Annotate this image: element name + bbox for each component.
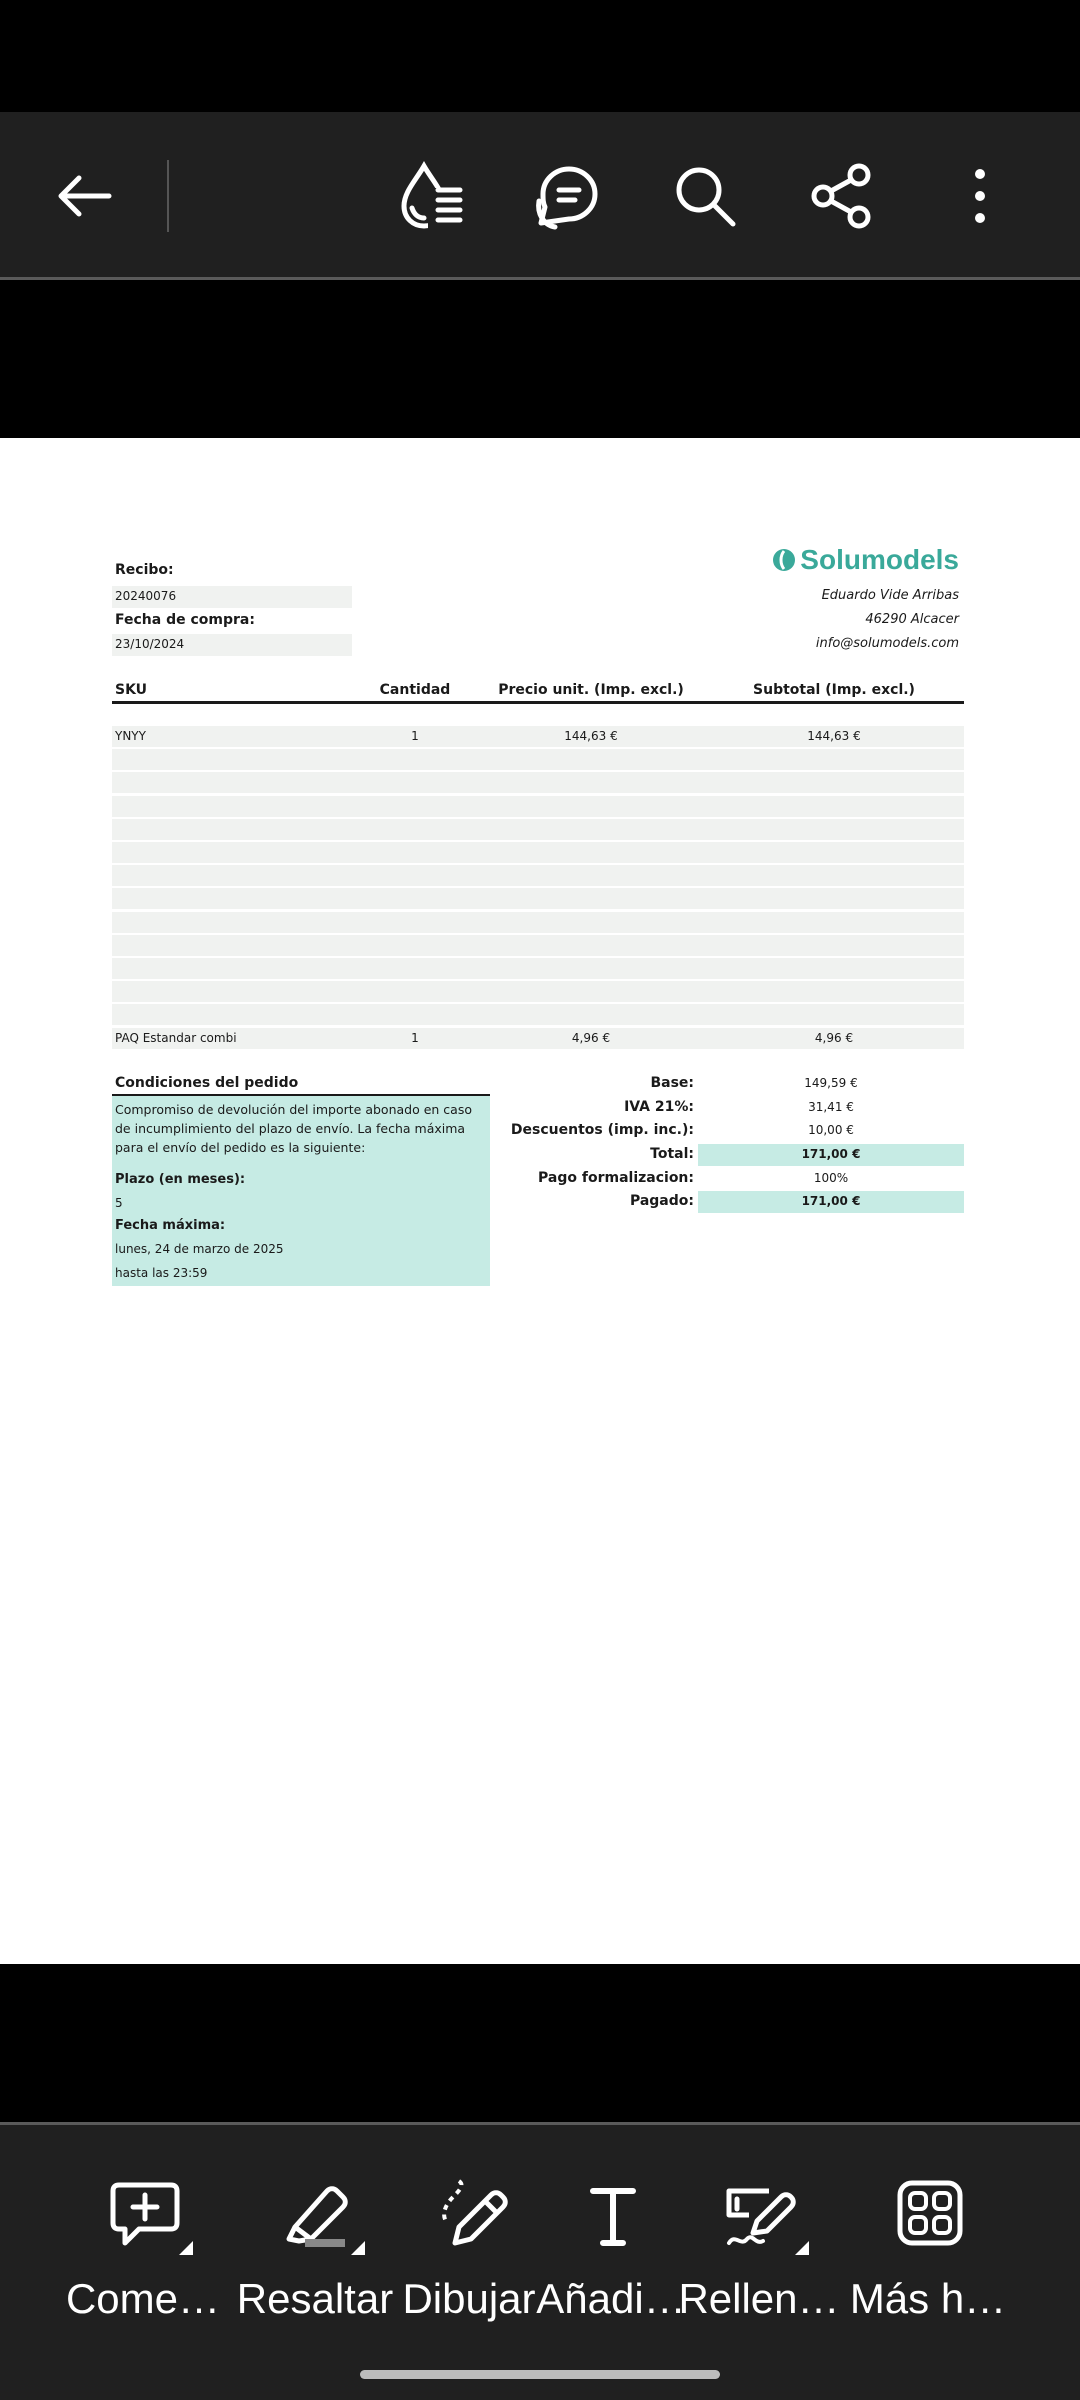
term-value: 5 [115,1196,123,1210]
highlight-tool[interactable] [230,2125,400,2325]
draw-tool-label: Dibujar [402,2275,536,2322]
more-tools-grid-icon [878,2177,978,2257]
fill-sign-tool-label: Rellen… [678,2275,840,2322]
purchase-date-label: Fecha de compra: [115,612,255,628]
brand-leaf-icon [772,548,796,572]
more-tools[interactable] [843,2125,1013,2325]
iva-label: IVA 21%: [624,1099,694,1115]
column-header-quantity: Cantidad [379,682,451,698]
comment-bubble-icon [531,161,601,231]
term-label: Plazo (en meses): [115,1172,246,1187]
highlight-tool-label: Resaltar [236,2275,394,2322]
brand-logo [772,544,959,576]
pdf-page[interactable] [0,438,1080,1964]
row-quantity: 1 [411,729,419,743]
max-time: hasta las 23:59 [115,1266,208,1280]
more-vertical-icon [970,166,990,226]
receipt-number: 20240076 [112,586,352,608]
add-text-tool[interactable] [526,2125,696,2325]
arrow-left-icon [53,171,113,221]
paid-label: Pagado: [629,1193,694,1209]
liquid-mode-icon [394,160,466,232]
table-row [112,1028,964,1049]
payment-value: 100% [813,1171,849,1185]
table-row [112,772,964,793]
table-row [112,819,964,840]
total-label: Total: [650,1146,694,1162]
liquid-mode-button[interactable] [370,112,490,280]
discount-value: 10,00 € [808,1123,854,1137]
brand-name: Solumodels [800,544,959,575]
table-row [112,796,964,817]
issuer-email: info@solumodels.com [815,636,959,651]
column-header-sku: SKU [115,682,148,698]
search-icon [673,164,737,228]
total-value: 171,00 € [698,1144,964,1166]
paid-value: 171,00 € [698,1191,964,1213]
share-icon [809,163,875,229]
column-header-subtotal: Subtotal (Imp. excl.) [753,682,915,698]
max-date: lunes, 24 de marzo de 2025 [115,1242,284,1256]
more-tools-label: Más h… [849,2275,1007,2322]
discount-label: Descuentos (imp. inc.): [510,1122,694,1138]
row-quantity: 1 [411,1031,419,1045]
conditions-box [112,1096,490,1286]
top-toolbar [0,112,1080,280]
more-options-button[interactable] [920,112,1040,280]
receipt-label: Recibo: [115,562,174,578]
highlighter-icon [265,2177,365,2257]
bottom-toolbar [0,2122,1080,2400]
table-row [112,1004,964,1025]
row-sku: YNYY [115,729,146,743]
back-button[interactable] [23,112,143,280]
draw-pencil-icon [419,2177,519,2257]
toolbar-divider [167,160,169,232]
search-button[interactable] [645,112,765,280]
issuer-city: 46290 Alcacer [865,612,959,627]
conditions-title: Condiciones del pedido [115,1075,299,1091]
add-comment-icon [93,2177,193,2257]
share-button[interactable] [782,112,902,280]
order-conditions [112,1072,490,1286]
base-label: Base: [650,1075,694,1091]
conditions-text: Compromiso de devolución del importe abonado en caso de incumplimiento del plazo de envío. La fecha máxima para el envío del pedido es la siguiente: [115,1102,473,1155]
comments-button[interactable] [506,112,626,280]
row-sku: PAQ Estandar combi [115,1031,237,1045]
table-row [112,912,964,933]
add-text-icon [561,2177,661,2257]
payment-label: Pago formalizacion: [538,1170,694,1186]
row-unit-price: 144,63 € [564,729,618,743]
row-unit-price: 4,96 € [571,1031,611,1045]
table-row [112,865,964,886]
items-table-header [112,678,964,704]
table-row [112,842,964,863]
issuer-name: Eduardo Vide Arribas [821,588,959,603]
table-row [112,726,964,747]
row-subtotal: 4,96 € [814,1031,854,1045]
row-subtotal: 144,63 € [807,729,861,743]
add-text-tool-label: Añadi… [536,2275,686,2322]
column-header-unit-price: Precio unit. (Imp. excl.) [498,682,684,698]
table-row [112,935,964,956]
max-date-label: Fecha máxima: [115,1218,226,1233]
table-row [112,981,964,1002]
fill-sign-icon [709,2177,809,2257]
iva-value: 31,41 € [808,1100,854,1114]
table-row [112,958,964,979]
base-value: 149,59 € [804,1076,858,1090]
purchase-date: 23/10/2024 [112,634,352,656]
home-indicator[interactable] [360,2370,720,2379]
fill-sign-tool[interactable] [674,2125,844,2325]
comment-tool-label: Come… [65,2275,221,2322]
comment-tool[interactable] [58,2125,228,2325]
table-row [112,888,964,909]
table-row [112,749,964,770]
